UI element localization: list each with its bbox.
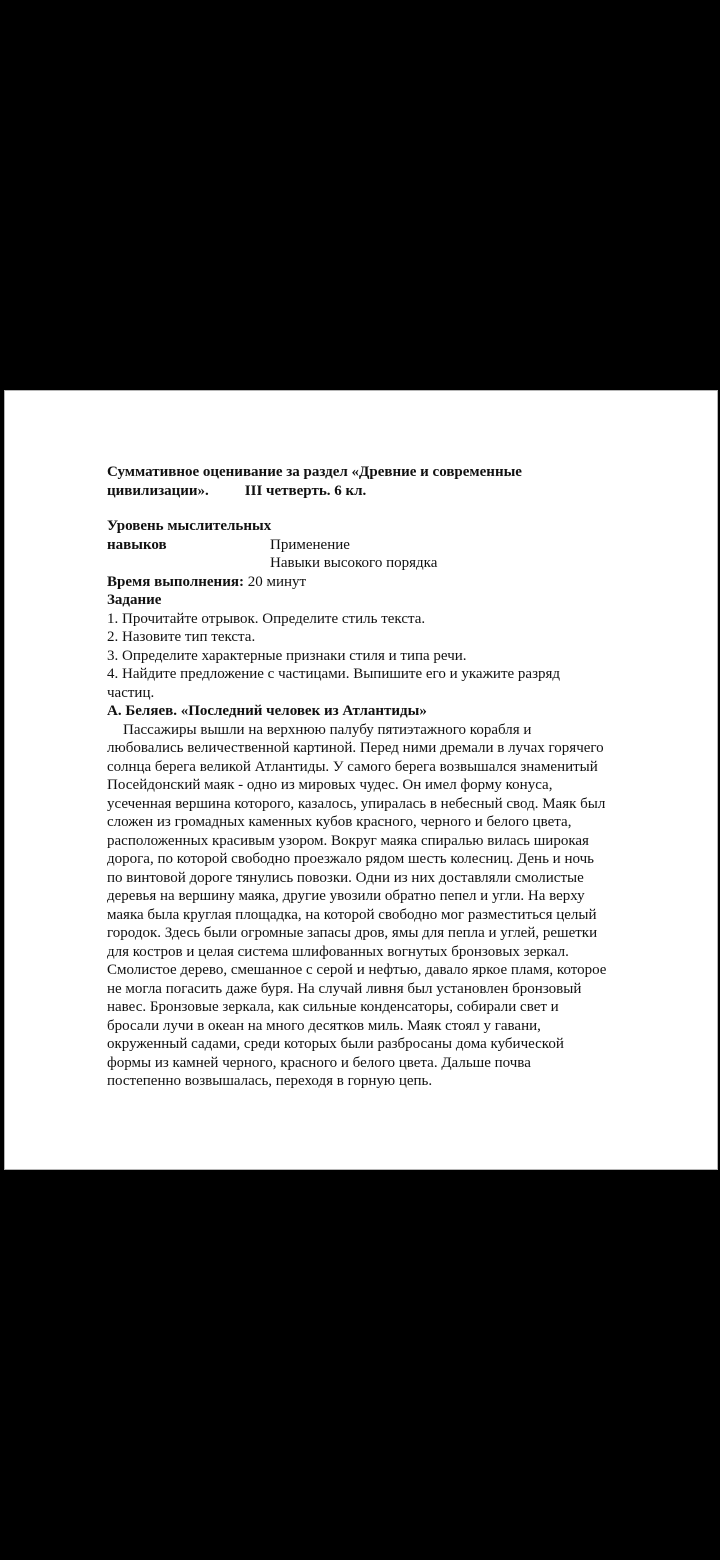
task-list xyxy=(107,610,677,703)
passage-line: навес. Бронзовые зеркала, как сильные конденсаторы, собирали свет и xyxy=(107,999,559,1015)
passage-line: усеченная вершина которого, казалось, упиралась в небесный свод. Маяк был xyxy=(107,795,606,812)
title-subject: цивилизации». xyxy=(107,482,209,499)
passage-line: не могла погасить даже буря. На случай ливня был установлен бронзовый xyxy=(107,980,582,997)
passage-line: Пассажиры вышли на верхнюю палубу пятиэтажного корабля и xyxy=(123,721,532,738)
time-label: Время выполнения: xyxy=(107,573,244,590)
passage-line: любовались величественной картиной. Перед ними дремали в лучах горячего xyxy=(107,740,604,756)
time-row xyxy=(107,573,677,592)
passage-line: маяка была круглая площадка, на которой свободно мог разместиться целый xyxy=(107,906,597,923)
passage-line: расположенных красивым узором. Вокруг маяка спиралью вилась широкая xyxy=(107,832,589,849)
title-line-1: Суммативное оценивание за раздел «Древние и современные xyxy=(107,464,522,480)
title-line-2 xyxy=(107,482,677,501)
level-value-2: Навыки высокого порядка xyxy=(270,555,438,571)
document-title xyxy=(107,463,677,500)
passage-line: деревья на вершину маяка, другие увозили обратно пепел и угли. На верху xyxy=(107,888,585,904)
level-label-line-2: навыков xyxy=(107,536,167,553)
document-content xyxy=(107,463,677,1091)
passage-line: солнца берега великой Атлантиды. У самого берега возвышался знаменитый xyxy=(107,758,598,775)
passage-line: формы из камней черного, красного и белого цвета. Дальше почва xyxy=(107,1054,531,1071)
passage-line: сложен из громадных каменных кубов красного, черного и белого цвета, xyxy=(107,814,572,830)
document-page xyxy=(4,390,718,1170)
level-row xyxy=(107,536,677,555)
passage-line: постепенно возвышалась, переходя в горную цепь. xyxy=(107,1073,433,1089)
thinking-level-block xyxy=(107,517,677,573)
passage-line: бросали лучи в океан на много десятков миль. Маяк стоял у гавани, xyxy=(107,1017,541,1034)
passage-line: окруженный садами, среди которых были разбросаны дома кубической xyxy=(107,1036,564,1052)
passage-line: по винтовой дороге тянулись повозки. Одни из них доставляли смолистые xyxy=(107,869,584,886)
task-heading: Задание xyxy=(107,592,162,608)
passage-line: дорога, по которой свободно проезжало рядом шесть колесниц. День и ночь xyxy=(107,851,594,867)
passage-line: для костров и целая система шлифованных вогнутых бронзовых зеркал. xyxy=(107,943,569,960)
passage-text xyxy=(107,721,677,1091)
time-value: 20 минут xyxy=(243,573,307,590)
task-item: 4. Найдите предложение с частицами. Выпишите его и укажите разряд xyxy=(107,666,561,682)
task-item: частиц. xyxy=(107,684,155,701)
task-item: 3. Определите характерные признаки стиля и типа речи. xyxy=(107,647,467,664)
level-label-line-1: Уровень мыслительных xyxy=(107,518,272,534)
title-quarter-grade: III четверть. 6 кл. xyxy=(244,482,367,499)
passage-line: городок. Здесь были огромные запасы дров, ямы для пепла и углей, решетки xyxy=(107,925,598,941)
level-value-1: Применение xyxy=(270,536,350,553)
passage-heading: А. Беляев. «Последний человек из Атлантиды» xyxy=(107,703,427,719)
passage-line: Смолистое дерево, смешанное с серой и нефтью, давало яркое пламя, которое xyxy=(107,962,607,978)
task-item: 1. Прочитайте отрывок. Определите стиль текста. xyxy=(107,610,426,627)
task-item: 2. Назовите тип текста. xyxy=(107,629,256,645)
passage-line: Посейдонский маяк - одно из мировых чудес. Он имел форму конуса, xyxy=(107,777,553,793)
